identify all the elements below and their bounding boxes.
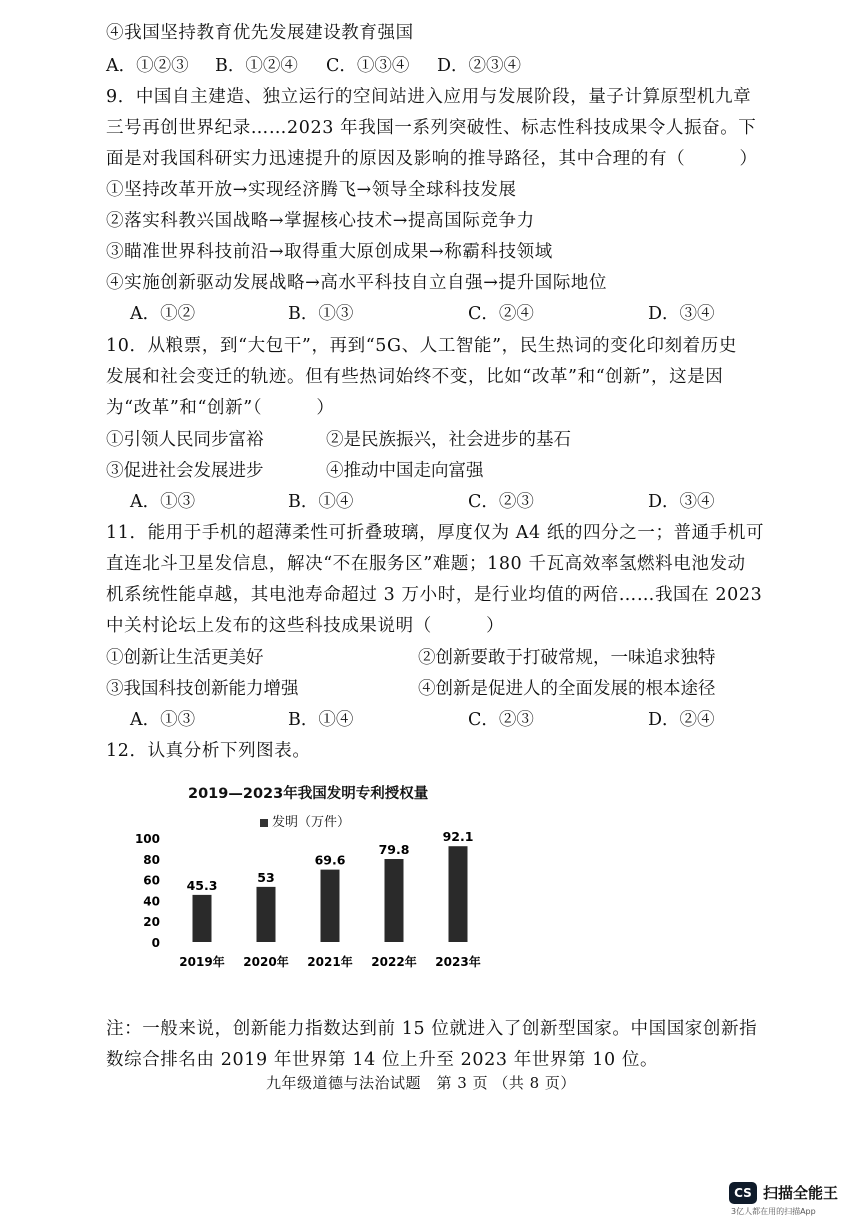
q10-item: ②是民族振兴，社会进步的基石	[326, 430, 571, 450]
y-tick-label: 40	[143, 894, 160, 909]
x-tick-label: 2022年	[371, 955, 417, 969]
q8-option-b: B．①②④	[215, 56, 298, 76]
bar-value-label: 53	[257, 869, 275, 885]
q10-option-a: A．①③	[130, 492, 196, 512]
scanner-logo: CS	[729, 1182, 757, 1204]
q11-option-c: C．②③	[468, 710, 534, 730]
q11-item: ②创新要敢于打破常规，一味追求独特	[418, 648, 716, 668]
q8-option-d: D．②③④	[437, 56, 522, 76]
q9-item: ②落实科教兴国战略→掌握核心技术→提高国际竞争力	[106, 211, 535, 231]
q9-option-c: C．②④	[468, 304, 534, 324]
note-line: 数综合排名由 2019 年世界第 14 位上升至 2023 年世界第 10 位。	[106, 1050, 659, 1070]
q8-option-c: C．①③④	[326, 56, 410, 76]
q9-option-b: B．①③	[288, 304, 354, 324]
bar	[321, 870, 340, 942]
chart-title: 2019—2023年我国发明专利授权量	[188, 786, 429, 802]
x-tick-label: 2021年	[307, 955, 353, 969]
q9-item: ③瞄准世界科技前沿→取得重大原创成果→称霸科技领域	[106, 242, 553, 262]
q9-stem-line: 三号再创世界纪录……2023 年我国一系列突破性、标志性科技成果令人振奋。下	[106, 118, 757, 138]
x-tick-label: 2019年	[179, 955, 225, 969]
scanner-watermark	[729, 1180, 849, 1218]
q9-stem-line: 9．中国自主建造、独立运行的空间站进入应用与发展阶段，量子计算原型机九章	[106, 87, 752, 107]
q11-stem-line: 中关村论坛上发布的这些科技成果说明（ ）	[106, 616, 505, 636]
bar-value-label: 45.3	[186, 877, 218, 893]
q9-item: ④实施创新驱动发展战略→高水平科技自立自强→提升国际地位	[106, 273, 608, 293]
q9-option-a: A．①②	[130, 304, 196, 324]
x-tick-label: 2020年	[243, 955, 289, 969]
scanner-tagline: 3亿人都在用的扫描App	[731, 1207, 816, 1216]
q10-option-d: D．③④	[648, 492, 715, 512]
q10-item: ④推动中国走向富强	[326, 461, 484, 481]
x-tick-label: 2023年	[435, 955, 481, 969]
chart-plot	[130, 778, 490, 973]
y-tick-label: 100	[134, 832, 160, 846]
q10-item: ③促进社会发展进步	[106, 461, 264, 481]
text-line: ④我国坚持教育优先发展建设教育强国	[106, 23, 414, 43]
q10-stem-line: 发展和社会变迁的轨迹。但有些热词始终不变，比如“改革”和“创新”，这是因	[106, 367, 724, 387]
bar-value-label: 79.8	[378, 842, 410, 858]
scanner-name: 扫描全能王	[763, 1184, 839, 1202]
q11-stem-line: 机系统性能卓越，其电池寿命超过 3 万小时，是行业均值的两倍……我国在 2023	[106, 585, 763, 605]
q12-stem-line: 12．认真分析下列图表。	[106, 741, 311, 761]
q11-item: ①创新让生活更美好	[106, 648, 264, 668]
y-tick-label: 80	[143, 852, 160, 867]
y-tick-label: 60	[143, 873, 160, 888]
q9-option-d: D．③④	[648, 304, 715, 324]
q9-item: ①坚持改革开放→实现经济腾飞→领导全球科技发展	[106, 180, 517, 200]
page-footer: 九年级道德与法治试题 第 3 页 （共 8 页）	[266, 1074, 576, 1092]
q11-option-a: A．①③	[130, 710, 196, 730]
q11-stem-line: 直连北斗卫星发信息，解决“不在服务区”难题；180 千瓦高效率氢燃料电池发动	[106, 554, 746, 574]
bar	[385, 859, 404, 942]
y-tick-label: 0	[151, 936, 160, 950]
y-tick-label: 20	[143, 915, 160, 930]
q10-item: ①引领人民同步富裕	[106, 430, 264, 450]
q10-stem-line: 为“改革”和“创新”（ ）	[106, 398, 335, 418]
q9-stem-line: 面是对我国科研实力迅速提升的原因及影响的推导路径，其中合理的有（ ）	[106, 149, 758, 169]
legend-label: 发明（万件）	[272, 815, 351, 830]
q11-item: ③我国科技创新能力增强	[106, 679, 299, 699]
patent-bar-chart	[130, 778, 490, 973]
bar-value-label: 69.6	[314, 852, 346, 868]
q8-option-a: A．①②③	[106, 56, 189, 76]
q11-option-d: D．②④	[648, 710, 715, 730]
bar-value-label: 92.1	[442, 829, 474, 845]
bar	[257, 887, 276, 942]
bar	[449, 846, 468, 942]
bar	[193, 895, 212, 942]
q10-stem-line: 10．从粮票，到“大包干”，再到“5G、人工智能”，民生热词的变化印刻着历史	[106, 336, 737, 356]
note-line: 注：一般来说，创新能力指数达到前 15 位就进入了创新型国家。中国国家创新指	[106, 1019, 758, 1039]
q10-option-b: B．①④	[288, 492, 354, 512]
q11-stem-line: 11．能用于手机的超薄柔性可折叠玻璃，厚度仅为 A4 纸的四分之一；普通手机可	[106, 523, 765, 543]
q10-option-c: C．②③	[468, 492, 534, 512]
q11-option-b: B．①④	[288, 710, 354, 730]
q11-item: ④创新是促进人的全面发展的根本途径	[418, 679, 716, 699]
